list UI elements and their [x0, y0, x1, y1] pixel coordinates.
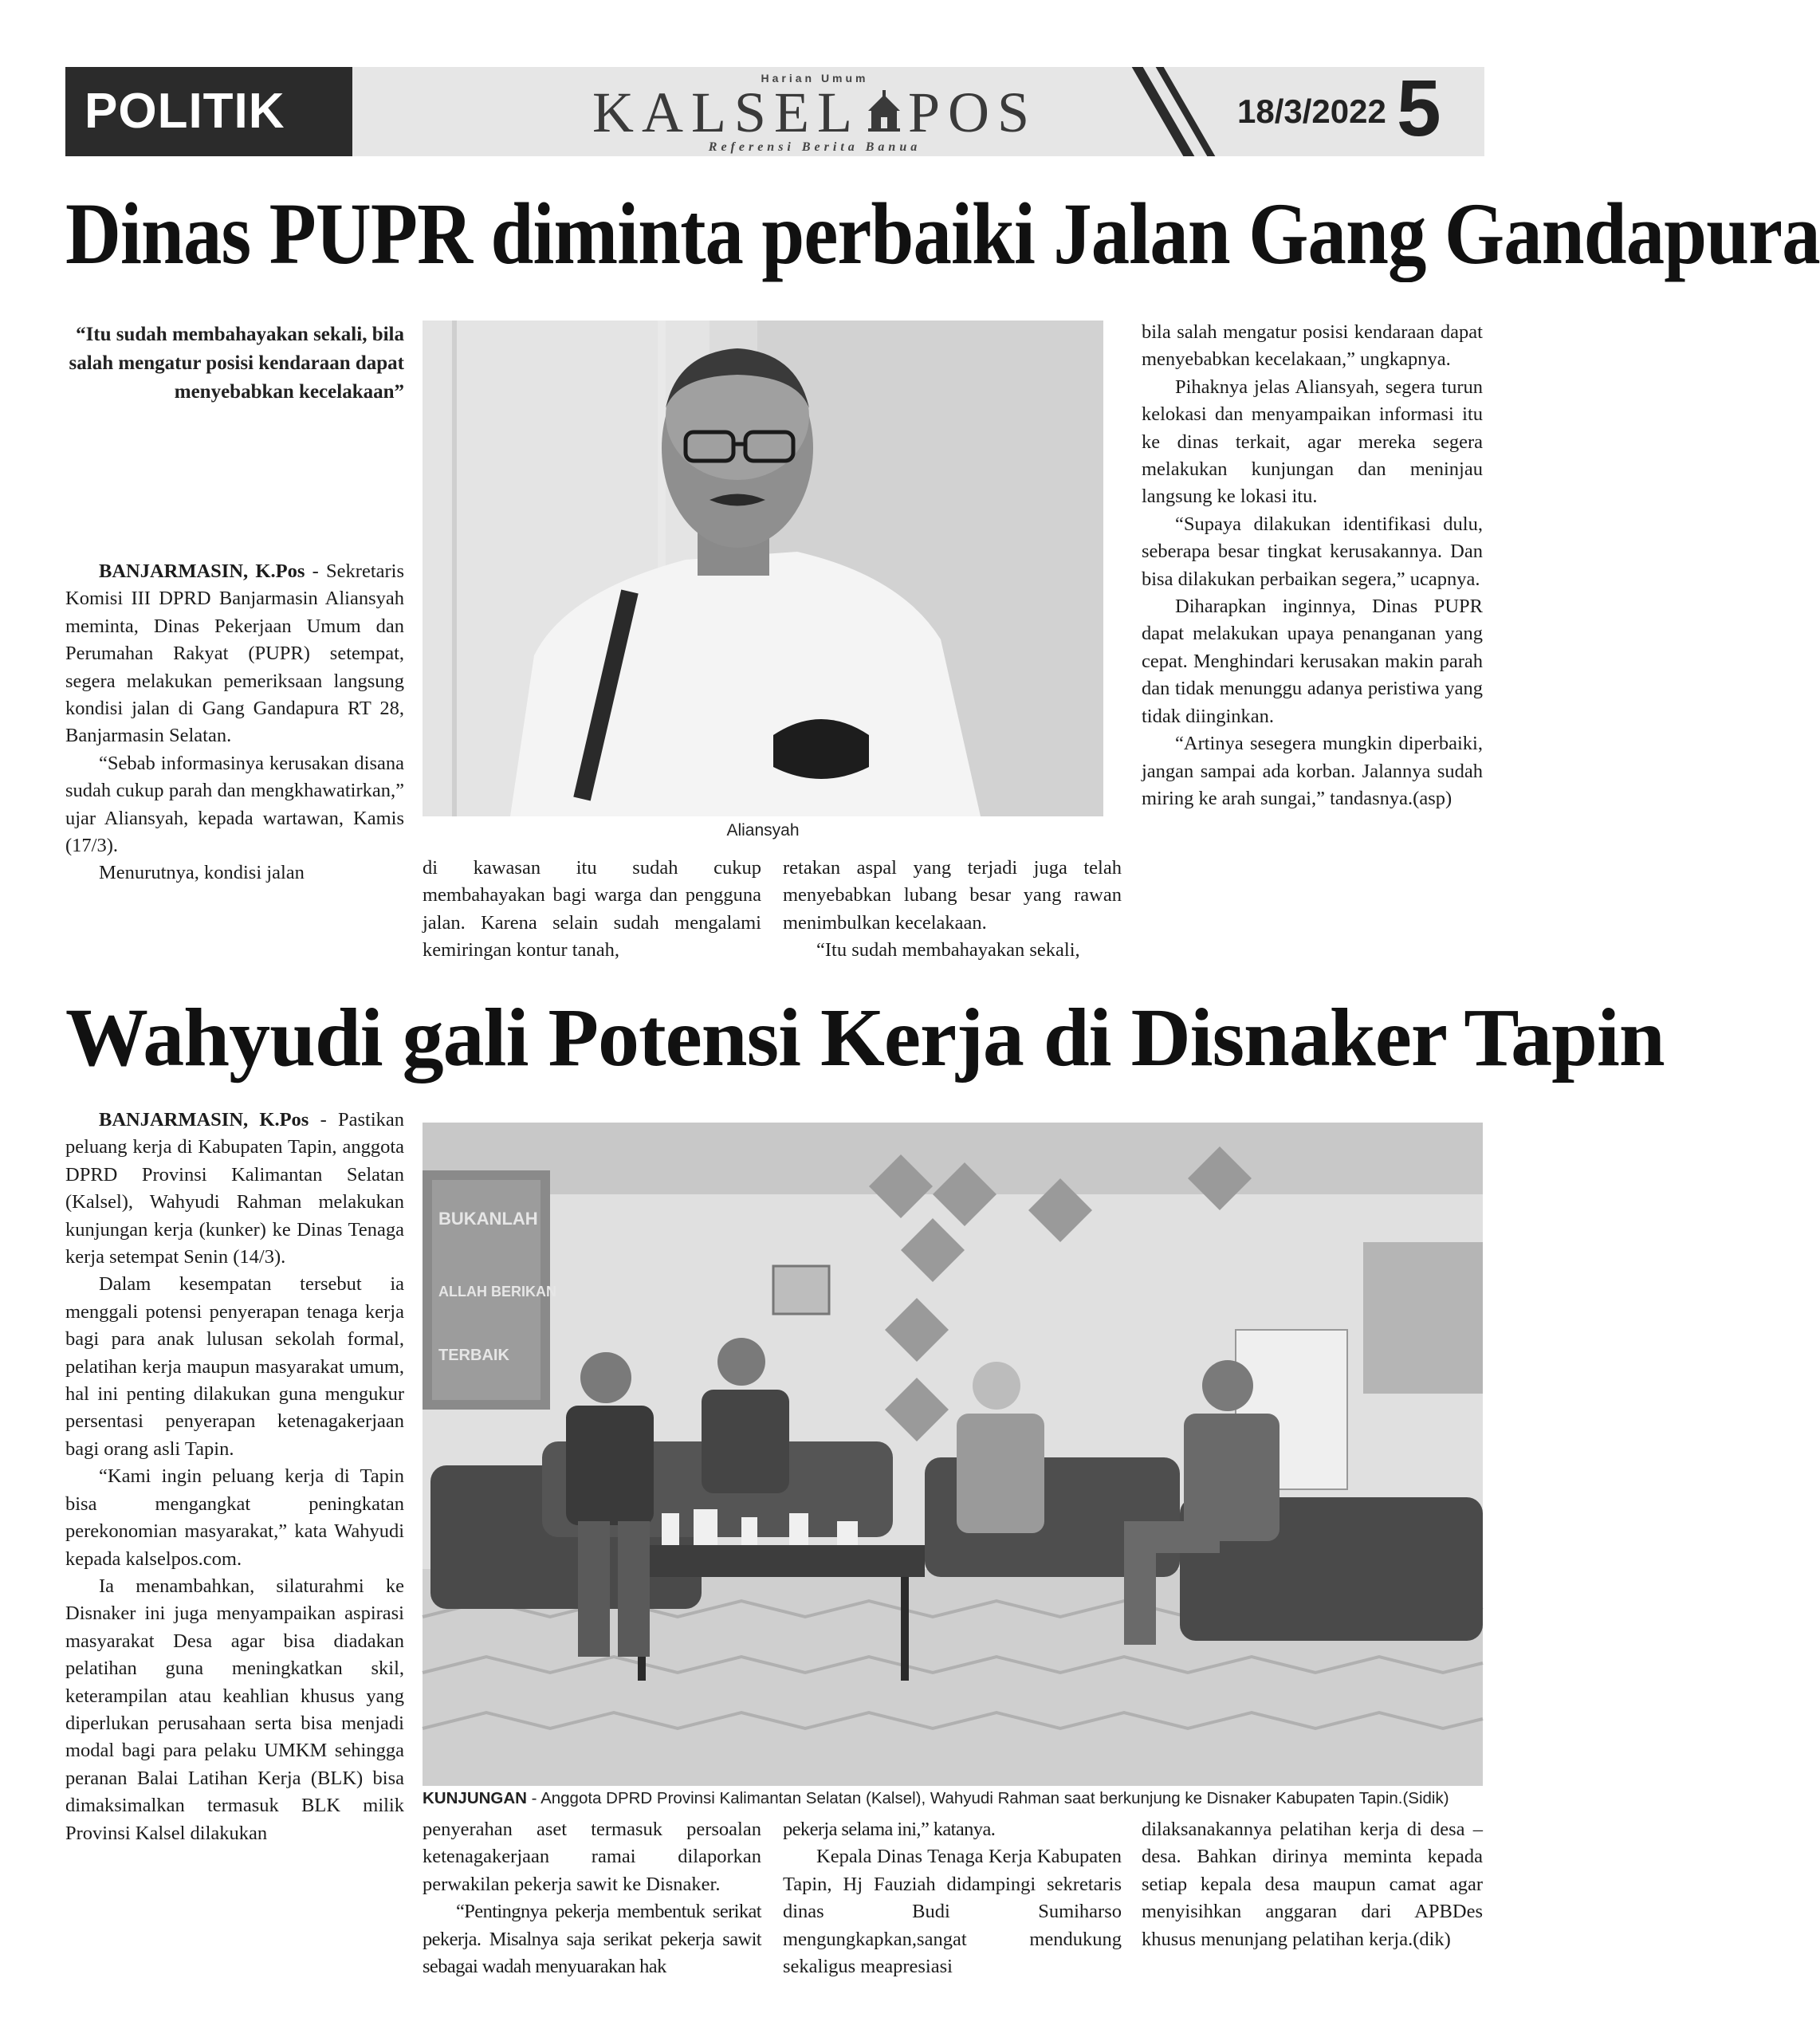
pull-quote: “Itu sudah membahayakan sekali, bila salah mengatur posisi kendaraan dapat menyebabkan kecelakaan”	[69, 324, 404, 403]
article1-col1	[65, 558, 404, 887]
section-label: POLITIK	[65, 67, 352, 156]
logo-wordmark	[568, 81, 1062, 144]
paragraph: “Kami ingin peluang kerja di Tapin bisa mengangkat peningkatan perekonomian masyarakat,” kata Wahyudi kepada kalselpos.com.	[65, 1465, 404, 1570]
house-icon	[865, 90, 903, 135]
article2-photo-caption	[423, 1789, 1483, 1808]
paragraph: Diharapkan inginnya, Dinas PUPR dapat melakukan upaya penanganan yang cepat. Menghindari kerusakan makin parah dan tidak menunggu adanya peristiwa yang tidak diinginkan.	[1142, 596, 1483, 727]
issue-date: 18/3/2022	[1237, 92, 1386, 130]
paragraph: retakan aspal yang terjadi juga telah menyebabkan lubang besar yang rawan menimbulkan kecelakaan.	[783, 857, 1122, 934]
newspaper-logo	[568, 72, 1062, 154]
poster-text: BUKANLAH	[438, 1209, 538, 1229]
caption-label: KUNJUNGAN	[423, 1789, 527, 1807]
article1-col4	[1142, 319, 1483, 812]
article1-photo	[423, 321, 1103, 816]
paragraph-text: - Sekretaris Komisi III DPRD Banjarmasin Aliansyah meminta, Dinas Pekerjaan Umum dan Perumahan Rakyat (PUPR) setempat, segera melakukan pemeriksaan langsung kondisi jalan di Gang Gandapura RT 28, Banjarmasin Selatan.	[65, 560, 405, 747]
article2-col2	[423, 1816, 761, 1980]
logo-top-text: Harian Umum	[761, 72, 869, 85]
article1-headline: Dinas PUPR diminta perbaiki Jalan Gang Gandapura	[65, 185, 1820, 282]
logo-left-word: KALSEL	[592, 81, 860, 144]
logo-tagline: Referensi Berita Banua	[708, 140, 922, 154]
paragraph: dilaksanakannya pelatihan kerja di desa – desa. Bahkan dirinya meminta kepada setiap kepala desa maupun camat agar menyisihkan anggaran dari APBDes khusus menunjang pelatihan kerja.(dik)	[1142, 1819, 1483, 1950]
paragraph: Menurutnya, kondisi jalan	[99, 862, 305, 884]
paragraph: Pihaknya jelas Aliansyah, segera turun kelokasi dan menyampaikan informasi itu ke dinas terkait, agar mereka segera melakukan kunjungan dan meninjau langsung ke lokasi itu.	[1142, 376, 1483, 508]
article2-photo	[423, 1123, 1483, 1786]
article2-col1	[65, 1107, 404, 1847]
poster-text: TERBAIK	[438, 1347, 509, 1364]
poster-text: ALLAH BERIKAN	[438, 1284, 556, 1300]
paragraph: “Artinya sesegera mungkin diperbaiki, jangan sampai ada korban. Jalannya sudah miring ke arah sungai,” tandasnya.(asp)	[1142, 733, 1483, 809]
caption-text: - Anggota DPRD Provinsi Kalimantan Selatan (Kalsel), Wahyudi Rahman saat berkunjung ke Disnaker Kabupaten Tapin.(Sidik)	[526, 1789, 1449, 1807]
article2-col4	[1142, 1816, 1483, 1953]
paragraph: bila salah mengatur posisi kendaraan dapat menyebabkan kecelakaan,” ungkapnya.	[1142, 321, 1483, 371]
article2-col3	[783, 1816, 1122, 1980]
paragraph: di kawasan itu sudah cukup membahayakan bagi warga dan pengguna jalan. Karena selain sudah mengalami kemiringan kontur tanah,	[423, 857, 761, 962]
paragraph	[65, 558, 404, 750]
article1-col2	[423, 855, 761, 965]
paragraph: Ia menambahkan, silaturahmi ke Disnaker ini juga menyampaikan aspirasi masyarakat Desa agar bisa diadakan pelatihan guna meningkatkan skil, keterampilan atau keahlian khusus yang diperlukan perusahaan serta bisa menjadi modal bagi para pelaku UMKM sehingga peranan Balai Latihan Kerja (BLK) bisa dimaksimalkan termasuk BLK milik Provinsi Kalsel dilakukan	[65, 1575, 404, 1844]
logo-right-word: POS	[907, 81, 1038, 144]
paragraph: “Sebab informasinya kerusakan disana sudah cukup parah dan mengkhawatirkan,” ujar Aliansyah, kepada wartawan, Kamis (17/3).	[65, 752, 404, 857]
portrait-image	[423, 321, 1103, 816]
paragraph: “Supaya dilakukan identifikasi dulu, seberapa besar tingkat kerusakannya. Dan bisa dilakukan perbaikan segera,” ucapnya.	[1142, 513, 1483, 590]
article2-headline: Wahyudi gali Potensi Kerja di Disnaker Tapin	[65, 992, 1665, 1083]
page-number: 5	[1397, 64, 1441, 153]
paragraph: penyerahan aset termasuk persoalan ketenagakerjaan ramai dilaporkan perwakilan pekerja sawit ke Disnaker.	[423, 1819, 761, 1895]
paragraph: Kepala Dinas Tenaga Kerja Kabupaten Tapin, Hj Fauziah didampingi sekretaris dinas Budi Sumiharso mengungkapkan,sangat mendukung sekaligus meapresiasi	[783, 1846, 1122, 1978]
article1-photo-caption: Aliansyah	[726, 821, 800, 840]
article1-col3	[783, 855, 1122, 965]
paragraph	[65, 1107, 404, 1271]
paragraph: Dalam kesempatan tersebut ia menggali potensi penyerapan tenaga kerja bagi para anak lulusan sekolah formal, pelatihan kerja maupun masyarakat umum, hal ini penting dilakukan guna mengukur persentasi penyerapan ketenagakerjaan bagi orang asli Tapin.	[65, 1273, 404, 1460]
meeting-room-image	[423, 1123, 1483, 1786]
paragraph-text: - Pastikan peluang kerja di Kabupaten Tapin, anggota DPRD Provinsi Kalimantan Selatan (Kalsel), Wahyudi Rahman melakukan kunjungan kerja (kunker) ke Dinas Tenaga kerja setempat Senin (14/3).	[65, 1109, 405, 1268]
dateline: BANJARMASIN, K.Pos	[99, 1109, 309, 1131]
masthead	[65, 64, 1484, 156]
paragraph: “Pentingnya pekerja membentuk serikat pekerja. Misalnya saja serikat pekerja sawit sebagai wadah menyuarakan hak	[423, 1901, 761, 1978]
paragraph: “Itu sudah membahayakan sekali,	[816, 939, 1080, 962]
paragraph: pekerja selama ini,” katanya.	[783, 1819, 996, 1840]
dateline: BANJARMASIN, K.Pos	[99, 560, 305, 582]
